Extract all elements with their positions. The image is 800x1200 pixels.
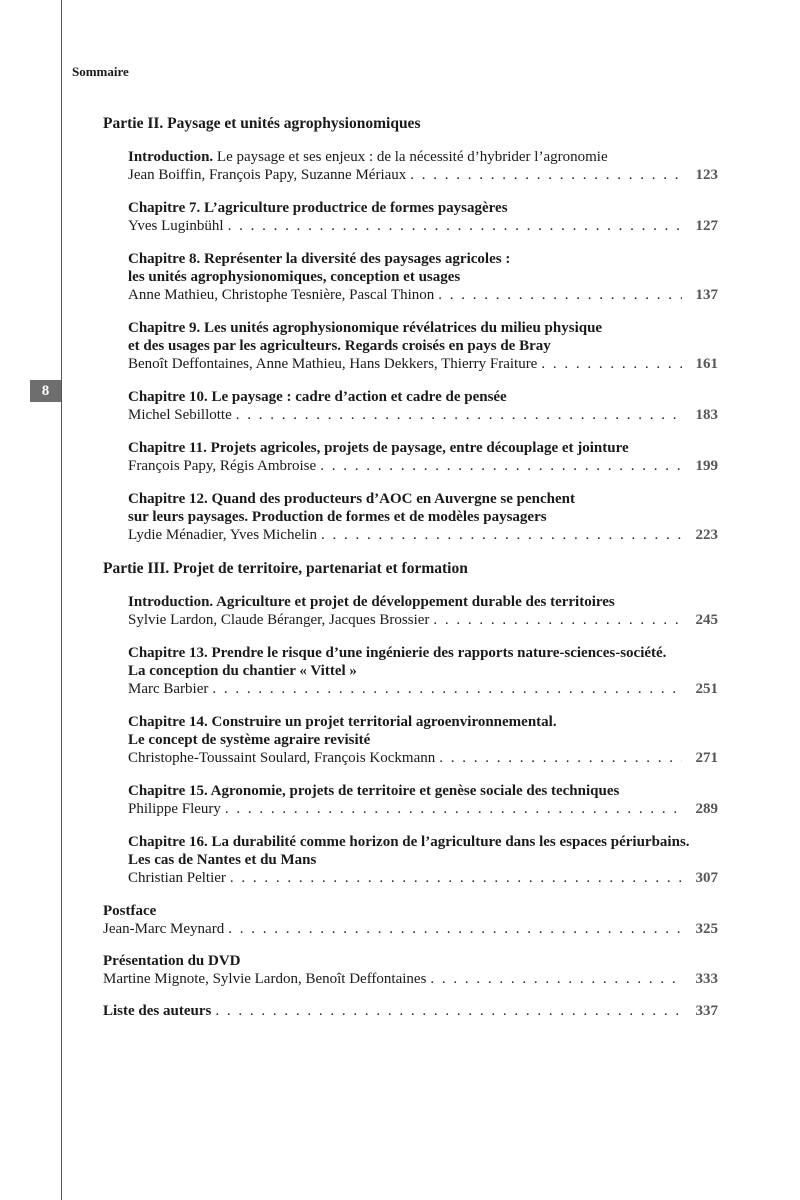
leader-dots — [228, 217, 682, 235]
table-of-contents — [103, 114, 718, 1034]
entry-desc: Construire un projet territorial agroenvironnemental. — [207, 714, 557, 730]
toc-entry[interactable] — [128, 148, 718, 184]
entry-page: 307 — [695, 870, 718, 886]
entry-desc: Agronomie, projets de territoire et genèse sociale des techniques — [207, 783, 620, 799]
entry-page: 223 — [695, 527, 718, 543]
entry-authors: Benoît Deffontaines, Anne Mathieu, Hans Dekkers, Thierry Fraiture — [128, 356, 538, 372]
entry-leader — [128, 286, 718, 304]
entry-title — [128, 593, 718, 611]
entry-authors: Jean Boiffin, François Papy, Suzanne Mériaux — [128, 167, 407, 183]
entry-page: 161 — [695, 356, 718, 372]
entry-desc-line2: Le concept de système agraire revisité — [128, 732, 371, 748]
entry-label: Chapitre 14. — [128, 714, 208, 730]
toc-entry[interactable] — [128, 439, 718, 475]
toc-entry[interactable] — [128, 250, 718, 304]
entry-desc-line2: et des usages par les agriculteurs. Regards croisés en pays de Bray — [128, 338, 551, 354]
entry-page: 199 — [695, 458, 718, 474]
entry-authors: Anne Mathieu, Christophe Tesnière, Pascal Thinon — [128, 287, 435, 303]
entry-leader — [103, 920, 718, 938]
entry-title — [128, 782, 718, 800]
entry-title — [128, 148, 718, 166]
entry-page: 123 — [695, 167, 718, 183]
entry-title — [128, 490, 718, 526]
entry-desc: Le paysage : cadre d’action et cadre de pensée — [207, 389, 507, 405]
entry-authors: Michel Sebillotte — [128, 407, 232, 423]
leader-dots — [225, 800, 682, 818]
entry-label: Introduction. — [128, 594, 214, 610]
leader-dots — [439, 749, 682, 767]
leader-dots — [230, 869, 682, 887]
entry-authors: Christian Peltier — [128, 870, 226, 886]
entry-label: Chapitre 9. — [128, 320, 201, 336]
entry-desc: Le paysage et ses enjeux : de la nécessité d’hybrider l’agronomie — [213, 149, 608, 165]
entry-authors: Christophe-Toussaint Soulard, François Kockmann — [128, 750, 436, 766]
entry-title — [128, 199, 718, 217]
leader-dots — [430, 970, 682, 988]
entry-title — [128, 439, 718, 457]
entry-page: 137 — [695, 287, 718, 303]
entry-authors: Yves Luginbühl — [128, 218, 224, 234]
entry-leader — [128, 611, 718, 629]
entry-title — [128, 833, 718, 869]
entry-authors: Sylvie Lardon, Claude Béranger, Jacques Brossier — [128, 612, 430, 628]
entry-page: 251 — [695, 681, 718, 697]
entry-desc: Agriculture et projet de développement durable des territoires — [213, 594, 615, 610]
entry-desc: Représenter la diversité des paysages agricoles : — [200, 251, 511, 267]
entry-desc-line2: sur leurs paysages. Production de formes et de modèles paysagers — [128, 509, 547, 525]
toc-entry[interactable] — [128, 199, 718, 235]
toc-entry[interactable] — [128, 833, 718, 887]
entry-title — [128, 250, 718, 286]
entry-label: Chapitre 11. — [128, 440, 207, 456]
entry-leader — [103, 1002, 718, 1020]
entry-authors: Lydie Ménadier, Yves Michelin — [128, 527, 317, 543]
entry-leader — [128, 869, 718, 887]
toc-entry-postface[interactable] — [103, 902, 718, 938]
entry-authors: Marc Barbier — [128, 681, 209, 697]
page-number-tab: 8 — [30, 380, 61, 402]
toc-entry[interactable] — [128, 490, 718, 544]
entry-page: 289 — [695, 801, 718, 817]
entry-label: Chapitre 16. — [128, 834, 208, 850]
entry-page: 333 — [695, 971, 718, 987]
entry-label: Chapitre 15. — [128, 783, 208, 799]
toc-entry-dvd[interactable] — [103, 952, 718, 988]
leader-dots — [541, 355, 682, 373]
toc-entry[interactable] — [128, 593, 718, 629]
toc-entry-auteurs[interactable] — [103, 1002, 718, 1020]
entry-title — [128, 713, 718, 749]
entry-title — [128, 644, 718, 680]
leader-dots — [212, 680, 682, 698]
entry-label: Chapitre 12. — [128, 491, 208, 507]
entry-authors: Martine Mignote, Sylvie Lardon, Benoît Deffontaines — [103, 971, 427, 987]
entry-page: 245 — [695, 612, 718, 628]
entry-desc-line2: les unités agrophysionomiques, conception et usages — [128, 269, 461, 285]
entry-leader — [128, 749, 718, 767]
toc-entry[interactable] — [128, 644, 718, 698]
entry-label: Chapitre 8. — [128, 251, 201, 267]
entry-desc-line2: La conception du chantier « Vittel » — [128, 663, 357, 679]
entry-authors: Jean-Marc Meynard — [103, 921, 225, 937]
entry-leader — [128, 217, 718, 235]
leader-dots — [410, 166, 682, 184]
entry-desc: La durabilité comme horizon de l’agriculture dans les espaces périurbains. — [207, 834, 690, 850]
toc-entry[interactable] — [128, 388, 718, 424]
toc-entry[interactable] — [128, 319, 718, 373]
entry-label: Introduction. — [128, 149, 214, 165]
entry-label: Chapitre 10. — [128, 389, 208, 405]
entry-page: 271 — [695, 750, 718, 766]
entry-leader — [128, 800, 718, 818]
entry-title — [128, 388, 718, 406]
entry-page: 183 — [695, 407, 718, 423]
leader-dots — [433, 611, 682, 629]
entry-page: 337 — [695, 1003, 718, 1019]
entry-page: 325 — [695, 921, 718, 937]
entry-leader — [128, 355, 718, 373]
part-title: Partie II. Paysage et unités agrophysionomiques — [103, 115, 421, 132]
running-head: Sommaire — [72, 64, 129, 79]
part-title: Partie III. Projet de territoire, partenariat et formation — [103, 560, 468, 577]
entry-desc: Les unités agrophysionomique révélatrices du milieu physique — [200, 320, 603, 336]
entry-leader — [128, 166, 718, 184]
entry-leader — [128, 526, 718, 544]
leader-dots — [321, 526, 682, 544]
entry-title: Présentation du DVD — [103, 953, 241, 969]
entry-title: Liste des auteurs — [103, 1003, 212, 1019]
leader-dots — [228, 920, 682, 938]
entry-desc: Prendre le risque d’une ingénierie des rapports nature-sciences-société. — [207, 645, 667, 661]
leader-dots — [320, 457, 682, 475]
entry-title: Postface — [103, 903, 157, 919]
leader-dots — [236, 406, 682, 424]
entry-leader — [128, 457, 718, 475]
entry-authors: François Papy, Régis Ambroise — [128, 458, 317, 474]
entry-page: 127 — [695, 218, 718, 234]
entry-desc-line2: Les cas de Nantes et du Mans — [128, 852, 317, 868]
entry-leader — [103, 970, 718, 988]
leader-dots — [438, 286, 682, 304]
entry-label: Chapitre 13. — [128, 645, 208, 661]
entry-label: Chapitre 7. — [128, 200, 201, 216]
entry-leader — [128, 406, 718, 424]
entry-desc: Projets agricoles, projets de paysage, entre découplage et jointure — [206, 440, 629, 456]
entry-desc: Quand des producteurs d’AOC en Auvergne se penchent — [207, 491, 575, 507]
leader-dots — [215, 1002, 682, 1020]
entry-leader — [128, 680, 718, 698]
toc-entry[interactable] — [128, 713, 718, 767]
entry-authors: Philippe Fleury — [128, 801, 221, 817]
entry-title — [128, 319, 718, 355]
entry-desc: L’agriculture productrice de formes paysagères — [200, 200, 508, 216]
margin-rule — [61, 0, 62, 1200]
toc-entry[interactable] — [128, 782, 718, 818]
